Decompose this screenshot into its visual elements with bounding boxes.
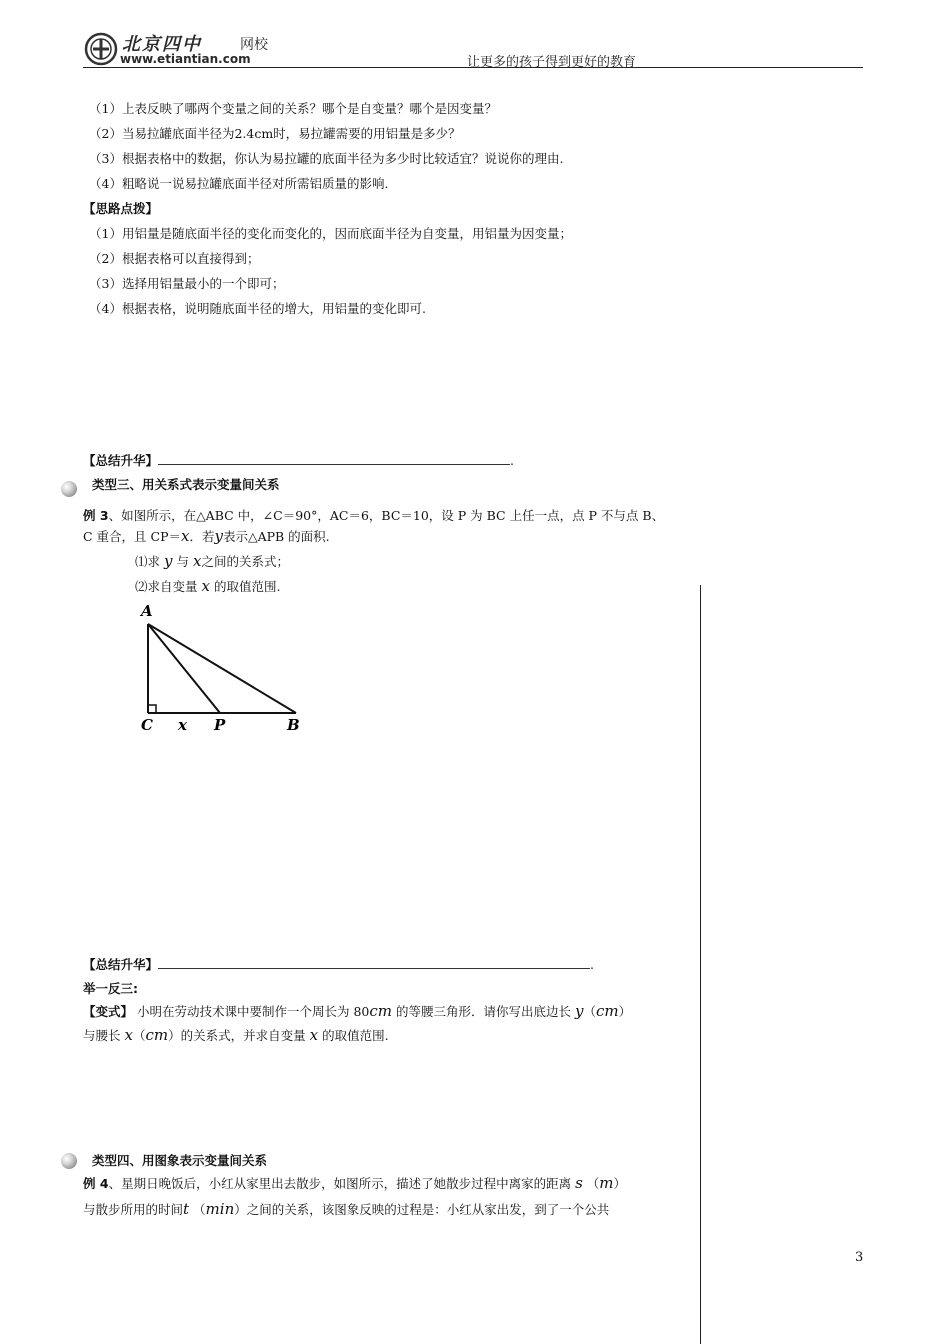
summary-2-blank[interactable] [158,956,590,969]
paren-open: （ [583,1004,596,1019]
paren-open: （ [132,1028,146,1043]
practice-text-1a: 小明在劳动技术课中要制作一个周长为 80 [137,1004,370,1019]
label-c: C [141,716,153,734]
practice-line-2 [83,1027,389,1044]
unit-cm: cm [369,1002,393,1020]
practice-text-1b: 的等腰三角形．请你写出底边长 [396,1004,572,1019]
sub-1-text-b: 与 [176,554,189,569]
practice-text-2b: 的关系式，并求自变量 [180,1028,306,1043]
label-a: A [141,602,153,620]
example-3-text-2b: ．若 [189,529,215,544]
var-x: x [124,1026,133,1044]
example-3-line-1 [83,508,664,524]
summary-2-end: . [590,957,594,972]
sub-2-text-b: 的取值范围. [213,579,281,594]
example-4-text-2b: 之间的关系，该图象反映的过程是：小红从家出发，到了一个公共 [246,1202,610,1217]
var-x: x [201,577,210,595]
example-3-text-2a: C 重合，且 CP＝ [83,529,181,544]
label-x: x [178,716,187,734]
triangle-figure [128,600,308,735]
right-angle-mark [148,705,156,713]
var-s: s [575,1174,583,1192]
sub-1-text-a: ⑴求 [135,554,161,569]
summary-1-end: . [510,453,514,468]
paren-close: ） [234,1202,247,1217]
example-3-line-2 [83,528,330,545]
example-4-line-2 [83,1201,609,1218]
sub-2-text-a: ⑵求自变量 [135,579,198,594]
summary-2 [83,956,594,973]
section-bullet-icon [61,1153,77,1169]
edge-ab [148,624,296,713]
header-divider [83,67,863,68]
paren-close: ） [613,1176,627,1191]
logo-subtext: 网校 [240,37,268,53]
margin-divider [700,585,701,1344]
var-y: y [164,552,173,570]
example-4-line-1 [83,1175,626,1192]
hint-3: （3）选择用铝量最小的一个即可； [89,276,285,291]
example-4-text-1a: 、星期日晚饭后，小红从家里出去散步，如图所示，描述了她散步过程中离家的距离 [108,1176,572,1191]
hint-1: （1）用铝量是随底面半径的变化而变化的，因而底面半径为自变量，用铝量为因变量； [89,226,572,241]
hint-heading: 【思路点拨】 [83,201,159,216]
school-logo-icon [84,32,118,66]
var-y: y [214,527,223,545]
logo-text: 北京四中 [122,34,202,55]
paren-open: （ [193,1202,206,1217]
summary-2-heading: 【总结升华】 [83,957,159,972]
type4-heading: 类型四、用图象表示变量间关系 [92,1153,268,1168]
example-3-text-2c: 表示△APB 的面积. [222,529,330,544]
edge-ap [148,624,220,713]
section-bullet-icon [61,481,77,497]
paren-open: （ [586,1176,600,1191]
unit-cm: cm [145,1026,169,1044]
example-3-label: 例 3 [83,508,109,523]
question-2: （2）当易拉罐底面半径为2.4cm时，易拉罐需要的用铝量是多少？ [89,126,461,141]
practice-text-2a: 与腰长 [83,1028,121,1043]
var-x: x [309,1026,319,1044]
var-x: x [192,552,202,570]
question-1: （1）上表反映了哪两个变量之间的关系？哪个是自变量？哪个是因变量？ [89,101,497,116]
example-3-sub-1 [135,553,289,570]
question-4: （4）粗略说一说易拉罐底面半径对所需铝质量的影响. [89,176,389,191]
practice-text-2c: 的取值范围. [322,1028,389,1043]
summary-1-heading: 【总结升华】 [83,453,159,468]
label-b: B [287,716,300,734]
practice-label: 【变式】 [83,1004,134,1019]
var-t: t [183,1200,190,1218]
sub-1-text-c: 之间的关系式； [201,554,289,569]
practice-line-1 [83,1003,631,1020]
var-x: x [181,527,190,545]
page-number: 3 [855,1250,864,1265]
unit-min: min [205,1200,235,1218]
label-p: P [214,716,226,734]
example-3-text-1: 、如图所示，在△ABC 中，∠C＝90°，AC＝6，BC＝10，设 P 为 BC 上任一点，点 P 不与点 B、 [108,508,665,523]
example-4-label: 例 4 [83,1176,109,1191]
paren-close: ） [168,1028,181,1043]
logo-url: www.etiantian.com [120,52,251,66]
unit-m: m [599,1174,614,1192]
practice-heading: 举一反三: [83,981,138,996]
summary-1-blank[interactable] [158,452,510,465]
header-slogan: 让更多的孩子得到更好的教育 [467,55,637,70]
unit-cm: cm [596,1002,619,1020]
example-4-text-2a: 与散步所用的时间 [83,1202,184,1217]
example-3-sub-2 [135,578,280,595]
hint-4: （4）根据表格，说明随底面半径的增大，用铝量的变化即可. [89,301,426,316]
var-y: y [575,1002,584,1020]
question-3: （3）根据表格中的数据，你认为易拉罐的底面半径为多少时比较适宜？说说你的理由. [89,151,564,166]
paren-close: ） [618,1004,632,1019]
type3-heading: 类型三、用关系式表示变量间关系 [92,477,280,492]
summary-1 [83,452,514,469]
hint-2: （2）根据表格可以直接得到； [89,251,260,266]
